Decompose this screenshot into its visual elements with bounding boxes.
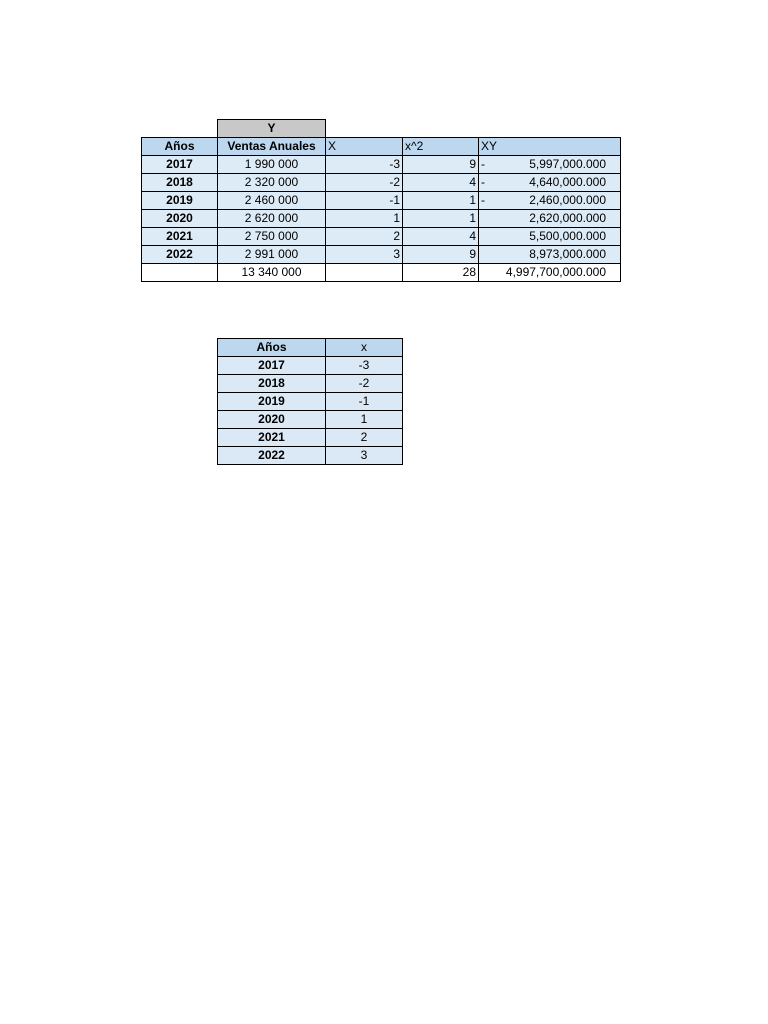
year-cell: 2020 <box>218 411 326 429</box>
year-cell: 2020 <box>142 210 218 228</box>
x2-cell: 1 <box>403 192 479 210</box>
x-cell: -1 <box>326 192 403 210</box>
ventas-cell: 1 990 000 <box>218 156 326 174</box>
total-x2: 28 <box>403 264 479 282</box>
x2-cell: 9 <box>403 156 479 174</box>
header-anos: Años <box>218 339 326 357</box>
xy-value: 2,460,000.000 <box>529 193 606 207</box>
x2-cell: 4 <box>403 174 479 192</box>
regression-table <box>141 119 621 282</box>
table-row <box>218 447 403 465</box>
xy-cell <box>479 192 621 210</box>
xy-value: 4,640,000.000 <box>529 175 606 189</box>
xy-value: 5,500,000.000 <box>529 229 606 243</box>
xy-sign: - <box>481 193 485 207</box>
xy-value: 2,620,000.000 <box>529 211 606 225</box>
xy-sign: - <box>481 157 485 171</box>
x2-cell: 4 <box>403 228 479 246</box>
year-cell: 2018 <box>218 375 326 393</box>
x-cell: 3 <box>326 246 403 264</box>
x-cell: 1 <box>326 210 403 228</box>
ventas-cell: 2 991 000 <box>218 246 326 264</box>
year-cell: 2017 <box>142 156 218 174</box>
y-header: Y <box>218 120 326 138</box>
x-cell: -1 <box>326 393 403 411</box>
x-cell: 3 <box>326 447 403 465</box>
year-cell: 2019 <box>142 192 218 210</box>
header-x: X <box>326 138 403 156</box>
xy-value: 8,973,000.000 <box>529 247 606 261</box>
xy-value: 5,997,000.000 <box>529 157 606 171</box>
xy-sign: - <box>481 175 485 189</box>
table-row <box>218 393 403 411</box>
table-row <box>142 174 621 192</box>
x-cell: -2 <box>326 174 403 192</box>
xy-cell <box>479 210 621 228</box>
x-cell: 2 <box>326 429 403 447</box>
header-ventas: Ventas Anuales <box>218 138 326 156</box>
xy-cell <box>479 156 621 174</box>
table-row <box>218 429 403 447</box>
xy-cell <box>479 246 621 264</box>
x-cell: 1 <box>326 411 403 429</box>
year-cell: 2021 <box>142 228 218 246</box>
header-x: x <box>326 339 403 357</box>
year-cell: 2018 <box>142 174 218 192</box>
table2-header-row <box>218 339 403 357</box>
total-ventas: 13 340 000 <box>218 264 326 282</box>
table-row <box>218 411 403 429</box>
ventas-cell: 2 320 000 <box>218 174 326 192</box>
table-row <box>142 156 621 174</box>
total-xy: 4,997,700,000.000 <box>479 264 621 282</box>
x2-cell: 9 <box>403 246 479 264</box>
table-row <box>142 192 621 210</box>
years-x-table <box>217 338 403 465</box>
header-anos: Años <box>142 138 218 156</box>
xy-cell <box>479 174 621 192</box>
header-xy: XY <box>479 138 621 156</box>
table-row <box>142 210 621 228</box>
x-cell: -2 <box>326 375 403 393</box>
table-row <box>218 375 403 393</box>
x-cell: -3 <box>326 357 403 375</box>
ventas-cell: 2 460 000 <box>218 192 326 210</box>
ventas-cell: 2 620 000 <box>218 210 326 228</box>
year-cell: 2022 <box>142 246 218 264</box>
year-cell: 2017 <box>218 357 326 375</box>
header-x2: x^2 <box>403 138 479 156</box>
xy-cell <box>479 228 621 246</box>
y-header-row <box>142 120 621 138</box>
year-cell: 2019 <box>218 393 326 411</box>
ventas-cell: 2 750 000 <box>218 228 326 246</box>
table-row <box>218 357 403 375</box>
table-row <box>142 246 621 264</box>
x2-cell: 1 <box>403 210 479 228</box>
totals-row <box>142 264 621 282</box>
table-row <box>142 228 621 246</box>
year-cell: 2021 <box>218 429 326 447</box>
table1-header-row <box>142 138 621 156</box>
year-cell: 2022 <box>218 447 326 465</box>
x-cell: -3 <box>326 156 403 174</box>
x-cell: 2 <box>326 228 403 246</box>
